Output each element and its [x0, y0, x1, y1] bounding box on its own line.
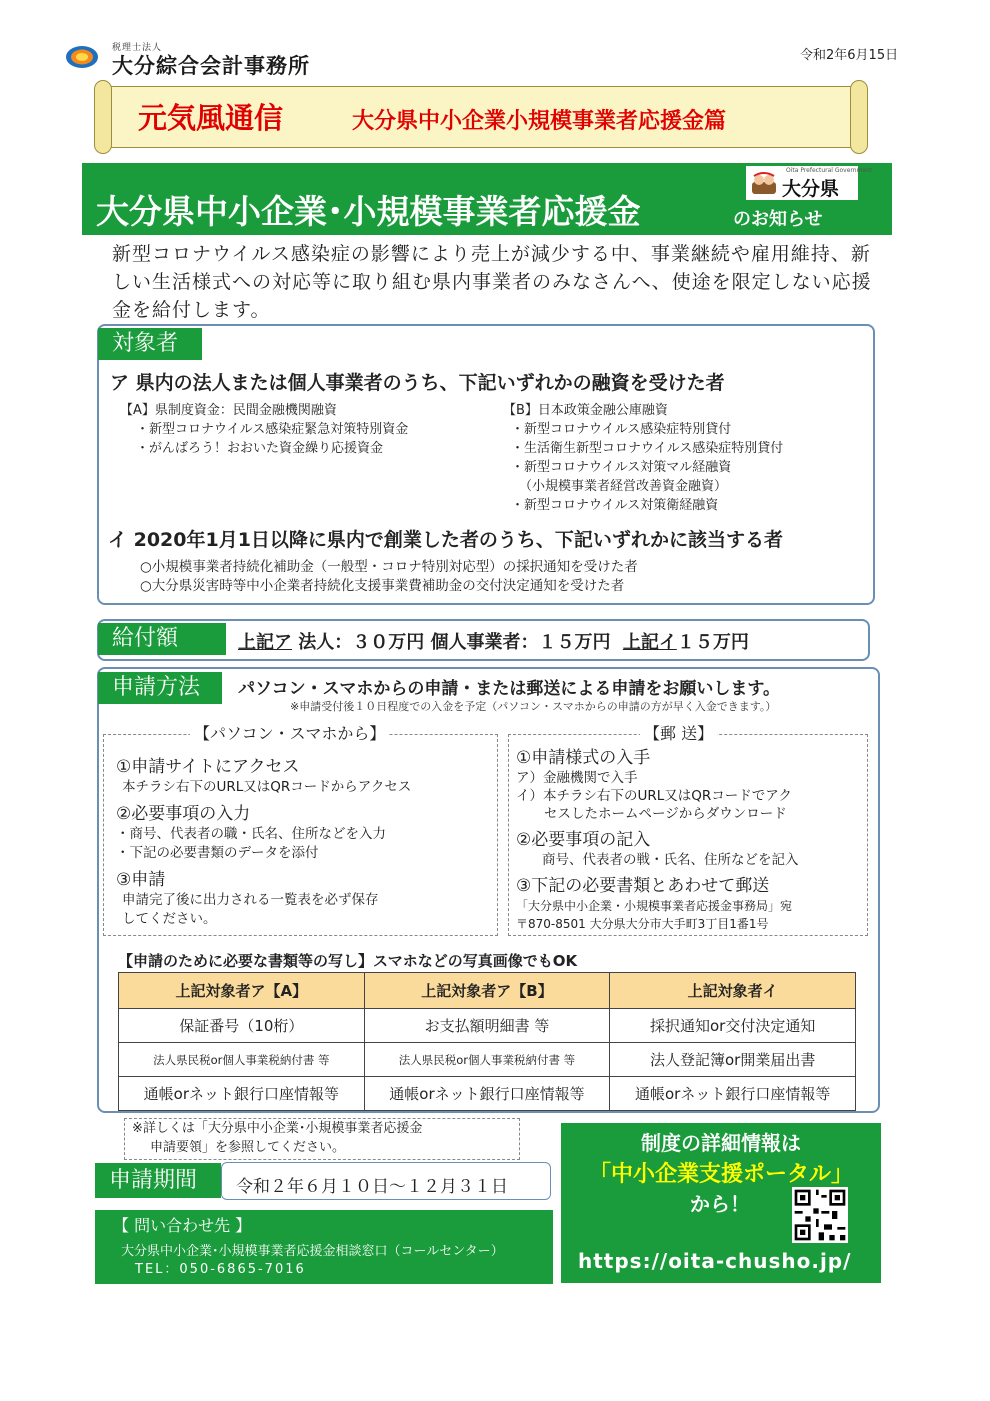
pc-apply-title: 【パソコン・スマホから】 [190, 721, 389, 744]
table-cell: 通帳orネット銀行口座情報等 [119, 1077, 365, 1111]
apply-tab: 申請方法 [98, 672, 222, 704]
prefecture-name: 大分県 [782, 178, 840, 200]
logo-subtitle: 税理士法人 [112, 43, 163, 53]
pc-step-1: ①申請サイトにアクセス [116, 757, 300, 777]
table-cell: 通帳orネット銀行口座情報等 [364, 1077, 610, 1111]
table-cell: 法人県民税or個人事業税納付書 等 [119, 1043, 365, 1077]
portal-url-link[interactable]: https://oita-chusho.jp/ [578, 1249, 852, 1273]
mail-step-2: ②必要事項の記入 [516, 830, 651, 850]
main-title: 大分県中小企業･小規模事業者応援金 [96, 192, 641, 231]
details-note-line: 申請要領」を参照してください。 [150, 1140, 346, 1155]
amount-i-value: １５万円 [676, 632, 749, 653]
target-i-item: ○大分県災害時等中小企業者持続化支援事業費補助金の交付決定通知を受けた者 [140, 578, 625, 594]
mail-step-1-body: ア）金融機関で入手 [516, 770, 638, 786]
logo-name: 大分綜合会計事務所 [112, 54, 310, 78]
target-a-column-b [503, 401, 783, 515]
pc-step-2: ②必要事項の入力 [116, 804, 251, 824]
target-a-column-a [120, 401, 408, 458]
required-docs-heading: 【申請のために必要な書類等の写し】スマホなどの写真画像でもOK [118, 952, 578, 970]
pc-step-3-body: してください。 [122, 911, 217, 927]
table-cell: 法人登記簿or開業届出書 [610, 1043, 856, 1077]
main-title-suffix: のお知らせ [733, 209, 823, 230]
pc-apply-steps [116, 750, 411, 929]
scroll-roll-left [94, 80, 112, 154]
target-i-list [140, 558, 638, 596]
contact-title: 【 問い合わせ先 】 [113, 1216, 252, 1235]
target-a-heading: ア 県内の法人または個人事業者のうち、下記いずれかの融資を受けた者 [110, 372, 725, 394]
scroll-roll-right [850, 80, 868, 154]
col-b-item: ・生活衛生新型コロナウイルス感染症特別貸付 [511, 441, 784, 456]
col-b-item: ・新型コロナウイルス感染症特別貸付 [511, 422, 732, 437]
table-row [119, 1077, 856, 1111]
mail-step-2-body: 商号、代表者の戦・氏名、住所などを記入 [542, 852, 799, 868]
table-header-row [119, 973, 856, 1009]
newsletter-title: 元気風通信 [138, 101, 284, 135]
pc-step-2-body: ・下記の必要書類のデータを添付 [116, 845, 319, 861]
target-i-heading: イ 2020年1月1日以降に県内で創業した者のうち、下記いずれかに該当する者 [108, 529, 783, 551]
period-text: 令和２年６月１０日～１２月３１日 [236, 1177, 508, 1197]
mail-apply-title: 【郵 送】 [640, 721, 717, 744]
mail-step-3-body: 「大分県中小企業・小規模事業者応援金事務局」宛 [516, 899, 793, 913]
amount-i-label: 上記イ [622, 632, 677, 653]
contact-phone: TEL：050-6865-7016 [135, 1262, 306, 1277]
logo-icon [64, 44, 100, 70]
mail-step-3-body: 〒870-8501 大分県大分市大手町3丁目1番1号 [516, 917, 769, 931]
target-tab: 対象者 [98, 328, 202, 360]
table-header: 上記対象者ア【B】 [364, 973, 610, 1009]
amount-text [238, 628, 749, 654]
newsletter-subtitle: 大分県中小企業小規模事業者応援金篇 [352, 109, 727, 134]
apply-heading: パソコン・スマホからの申請・または郵送による申請をお願いします。 [238, 679, 780, 699]
details-note-line: ※詳しくは「大分県中小企業･小規模事業者応援金 [132, 1121, 423, 1136]
amount-tab: 給付額 [98, 623, 226, 655]
mail-step-1: ①申請様式の入手 [516, 748, 651, 768]
details-note [132, 1119, 422, 1157]
pc-step-3: ③申請 [116, 870, 166, 890]
pc-step-2-body: ・商号、代表者の職・氏名、住所などを入力 [116, 826, 386, 842]
intro-text: 新型コロナウイルス感染症の影響により売上が減少する中、事業継続や雇用維持、新しい生活様式への対応等に取り組む県内事業者のみなさんへ、使途を限定しない応援金を給付します。 [112, 243, 872, 321]
col-b-item: （小規模事業者経営改善資金融資） [519, 479, 728, 494]
col-a-item: ・新型コロナウイルス感染症緊急対策特別資金 [136, 422, 409, 437]
issue-date: 令和2年6月15日 [800, 48, 899, 63]
amount-a-value: 法人：３０万円 個人事業者：１５万円 [298, 632, 611, 653]
mail-apply-steps [516, 741, 799, 933]
col-b-item: ・新型コロナウイルス対策衛経融資 [511, 498, 719, 513]
mail-step-3: ③下記の必要書類とあわせて郵送 [516, 876, 770, 896]
table-header: 上記対象者イ [610, 973, 856, 1009]
apply-note: ※申請受付後１０日程度での入金を予定（パソコン・スマホからの申請の方が早く入金できます。） [290, 700, 777, 713]
target-i-item: ○小規模事業者持続化補助金（一般型・コロナ特別対応型）の採択通知を受けた者 [140, 559, 638, 575]
mail-step-1-body: イ）本チラシ右下のURL又はQRコードでアク [516, 788, 792, 804]
prefecture-english: Oita Prefectural Government [786, 167, 873, 174]
table-header: 上記対象者ア【A】 [119, 973, 365, 1009]
col-b-item: ・新型コロナウイルス対策マル経融資 [511, 460, 732, 475]
prefecture-mascot-icon [750, 170, 778, 196]
table-row [119, 1009, 856, 1043]
table-cell: 通帳orネット銀行口座情報等 [610, 1077, 856, 1111]
col-b-title: 【B】日本政策金融公庫融資 [503, 403, 668, 418]
portal-line-1: 制度の詳細情報は [641, 1131, 801, 1155]
contact-name: 大分県中小企業･小規模事業者応援金相談窓口（コールセンター） [121, 1244, 504, 1259]
col-a-title: 【A】県制度資金：民間金融機関融資 [120, 403, 337, 418]
pc-step-1-body: 本チラシ右下のURL又はQRコードからアクセス [122, 779, 412, 795]
portal-line-2: 「中小企業支援ポータル」 [588, 1162, 853, 1187]
table-cell: 保証番号（10桁） [119, 1009, 365, 1043]
pc-step-3-body: 申請完了後に出力される一覧表を必ず保存 [122, 892, 379, 908]
amount-a-label: 上記ア [238, 632, 292, 653]
table-row [119, 1043, 856, 1077]
col-a-item: ・がんばろう！おおいた資金繰り応援資金 [136, 441, 384, 456]
period-tab: 申請期間 [95, 1163, 221, 1198]
table-cell: お支払額明細書 等 [364, 1009, 610, 1043]
required-docs-table [118, 972, 856, 1111]
table-cell: 法人県民税or個人事業税納付書 等 [364, 1043, 610, 1077]
portal-line-3: から！ [690, 1192, 750, 1216]
table-cell: 採択通知or交付決定通知 [610, 1009, 856, 1043]
mail-step-1-body: セスしたホームページからダウンロード [544, 806, 787, 822]
qr-code-icon[interactable] [792, 1187, 848, 1243]
